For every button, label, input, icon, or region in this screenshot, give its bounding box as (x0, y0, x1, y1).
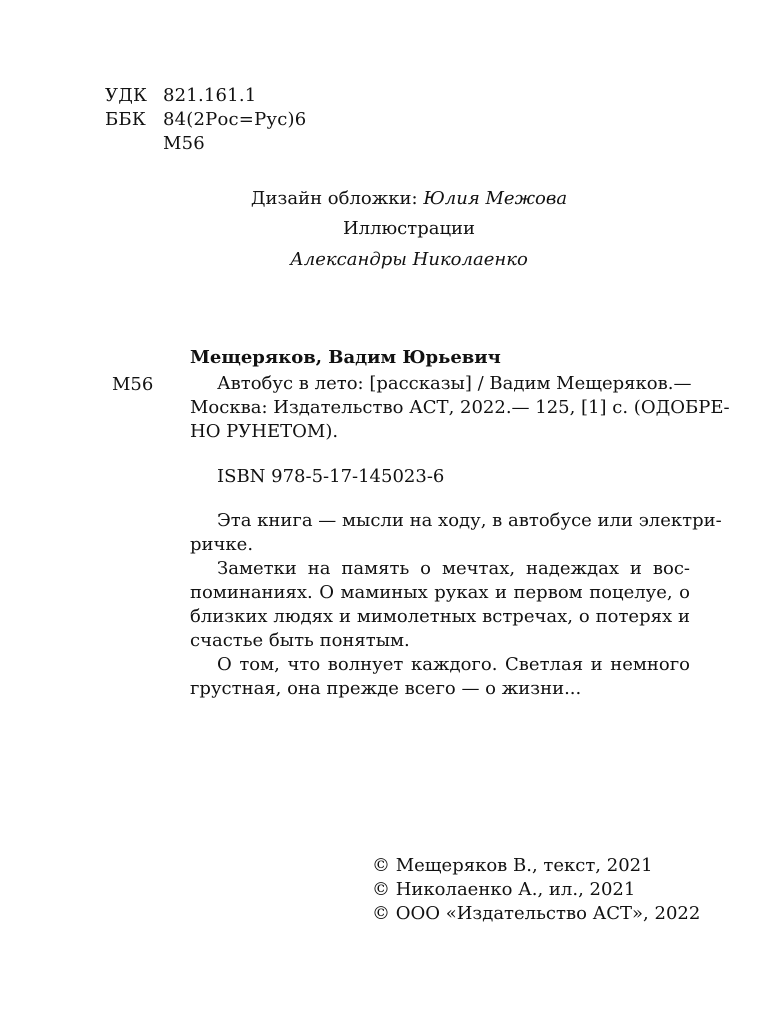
annotation-line-4: поминаниях. О маминых руках и первом поцелуе, о (190, 582, 690, 603)
annotation-line-7: О том, что волнует каждого. Светлая и немного (217, 654, 690, 675)
annotation-line-8: грустная, она прежде всего — о жизни... (190, 678, 582, 699)
annotation-line-1: Эта книга — мысли на ходу, в автобусе или электри- (217, 510, 722, 531)
illustrator-name: Александры Николаенко (290, 249, 528, 270)
author-mark: М56 (163, 133, 205, 154)
annotation-line-5: близких людях и мимолетных встречах, о потерях и (190, 606, 690, 627)
side-author-mark: М56 (112, 374, 154, 395)
udk-value: 821.161.1 (163, 85, 257, 106)
copyright-line-1: © Мещеряков В., текст, 2021 (372, 855, 653, 876)
illustrations-label: Иллюстрации (342, 218, 476, 239)
udk-label: УДК (105, 85, 148, 106)
cover-design-credit (0, 188, 768, 210)
entry-line-1: Автобус в лето: [рассказы] / Вадим Мещеряков.— (217, 373, 692, 394)
entry-line-3: НО РУНЕТОМ). (190, 421, 339, 442)
cover-design-prefix: Дизайн обложки: (250, 188, 424, 209)
bbk-value: 84(2Рос=Рус)6 (163, 109, 307, 130)
annotation-line-2: ричке. (190, 534, 254, 555)
isbn: ISBN 978-5-17-145023-6 (217, 466, 445, 487)
annotation-line-3: Заметки на память о мечтах, надеждах и вос- (217, 558, 690, 579)
entry-line-2: Москва: Издательство АСТ, 2022.— 125, [1] с. (ОДОБРЕ- (190, 397, 730, 418)
annotation-line-6: счастье быть понятым. (190, 630, 410, 651)
bbk-label: ББК (105, 109, 146, 130)
copyright-line-2: © Николаенко А., ил., 2021 (372, 879, 636, 900)
author-heading: Мещеряков, Вадим Юрьевич (190, 347, 501, 368)
copyright-line-3: © ООО «Издательство АСТ», 2022 (372, 903, 701, 924)
cover-designer-name: Юлия Межова (423, 188, 568, 209)
